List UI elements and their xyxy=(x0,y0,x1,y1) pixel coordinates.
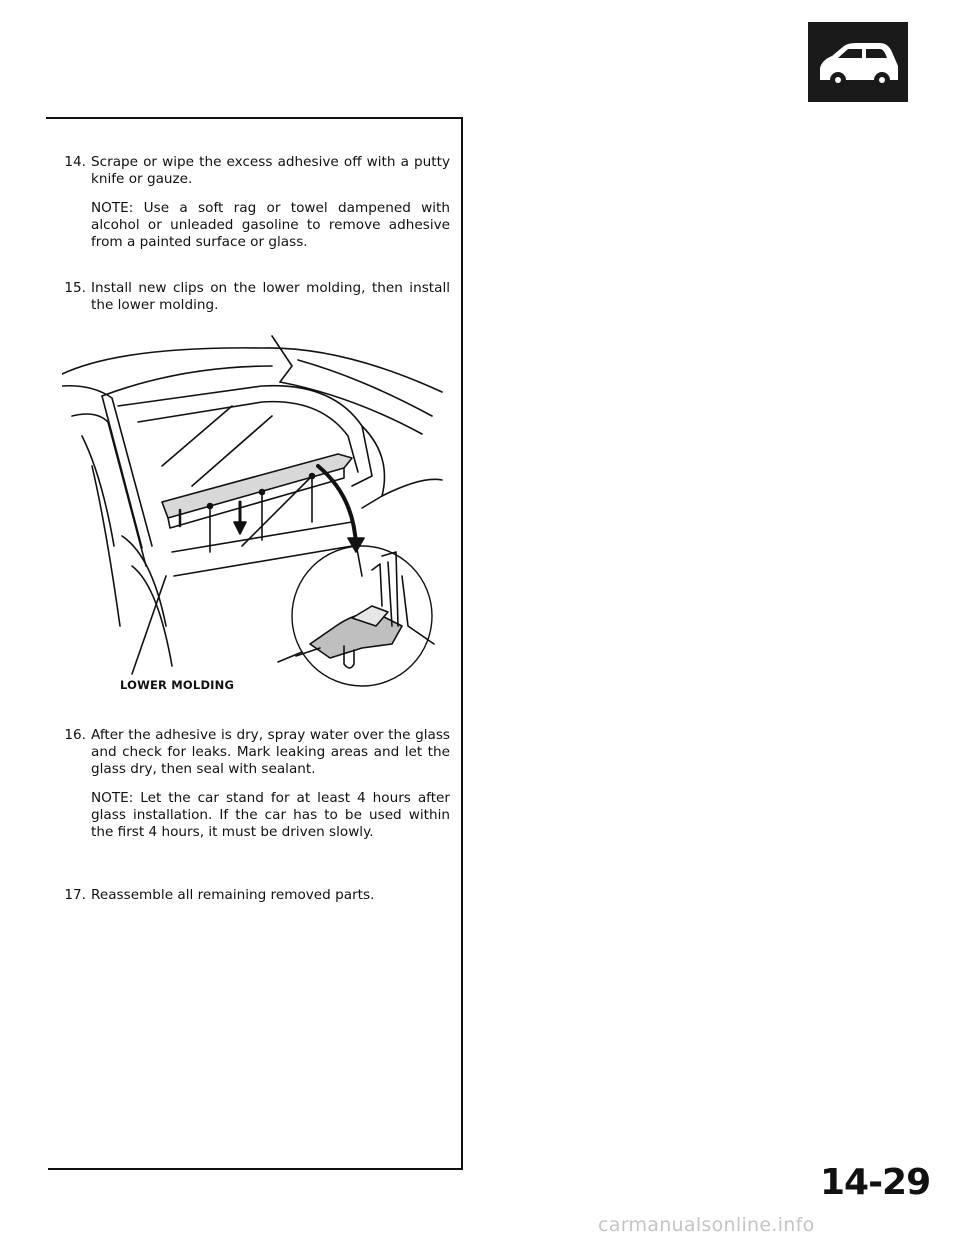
step-14 xyxy=(60,154,450,251)
step-number: 15. xyxy=(64,280,86,296)
step-16 xyxy=(60,727,450,841)
frame-right-rule xyxy=(461,117,463,1169)
step-number: 14. xyxy=(64,154,86,170)
frame-bottom-rule xyxy=(48,1168,463,1170)
step-text: After the adhesive is dry, spray water over the glass and check for leaks. Mark leaking areas and let the glass dry, then seal with sealant. xyxy=(91,727,450,777)
step-17 xyxy=(60,887,450,904)
car-body-icon xyxy=(808,22,908,102)
step-note: NOTE: Let the car stand for at least 4 hours after glass installation. If the car has to be used within the first 4 hours, it must be driven slowly. xyxy=(91,790,450,840)
step-15 xyxy=(60,280,450,314)
step-number: 17. xyxy=(64,887,86,903)
frame-top-rule xyxy=(46,117,462,119)
step-text: Install new clips on the lower molding, then install the lower molding. xyxy=(91,280,450,313)
page-number: 14-29 xyxy=(820,1162,931,1203)
step-text: Reassemble all remaining removed parts. xyxy=(91,887,375,903)
step-text: Scrape or wipe the excess adhesive off with a putty knife or gauze. xyxy=(91,154,450,187)
lower-molding-illustration xyxy=(62,326,446,700)
lower-molding-callout: LOWER MOLDING xyxy=(120,678,235,692)
watermark: carmanualsonline.info xyxy=(598,1214,815,1236)
step-note: NOTE: Use a soft rag or towel dampened with alcohol or unleaded gasoline to remove adhesive from a painted surface or glass. xyxy=(91,200,450,250)
step-number: 16. xyxy=(64,727,86,743)
